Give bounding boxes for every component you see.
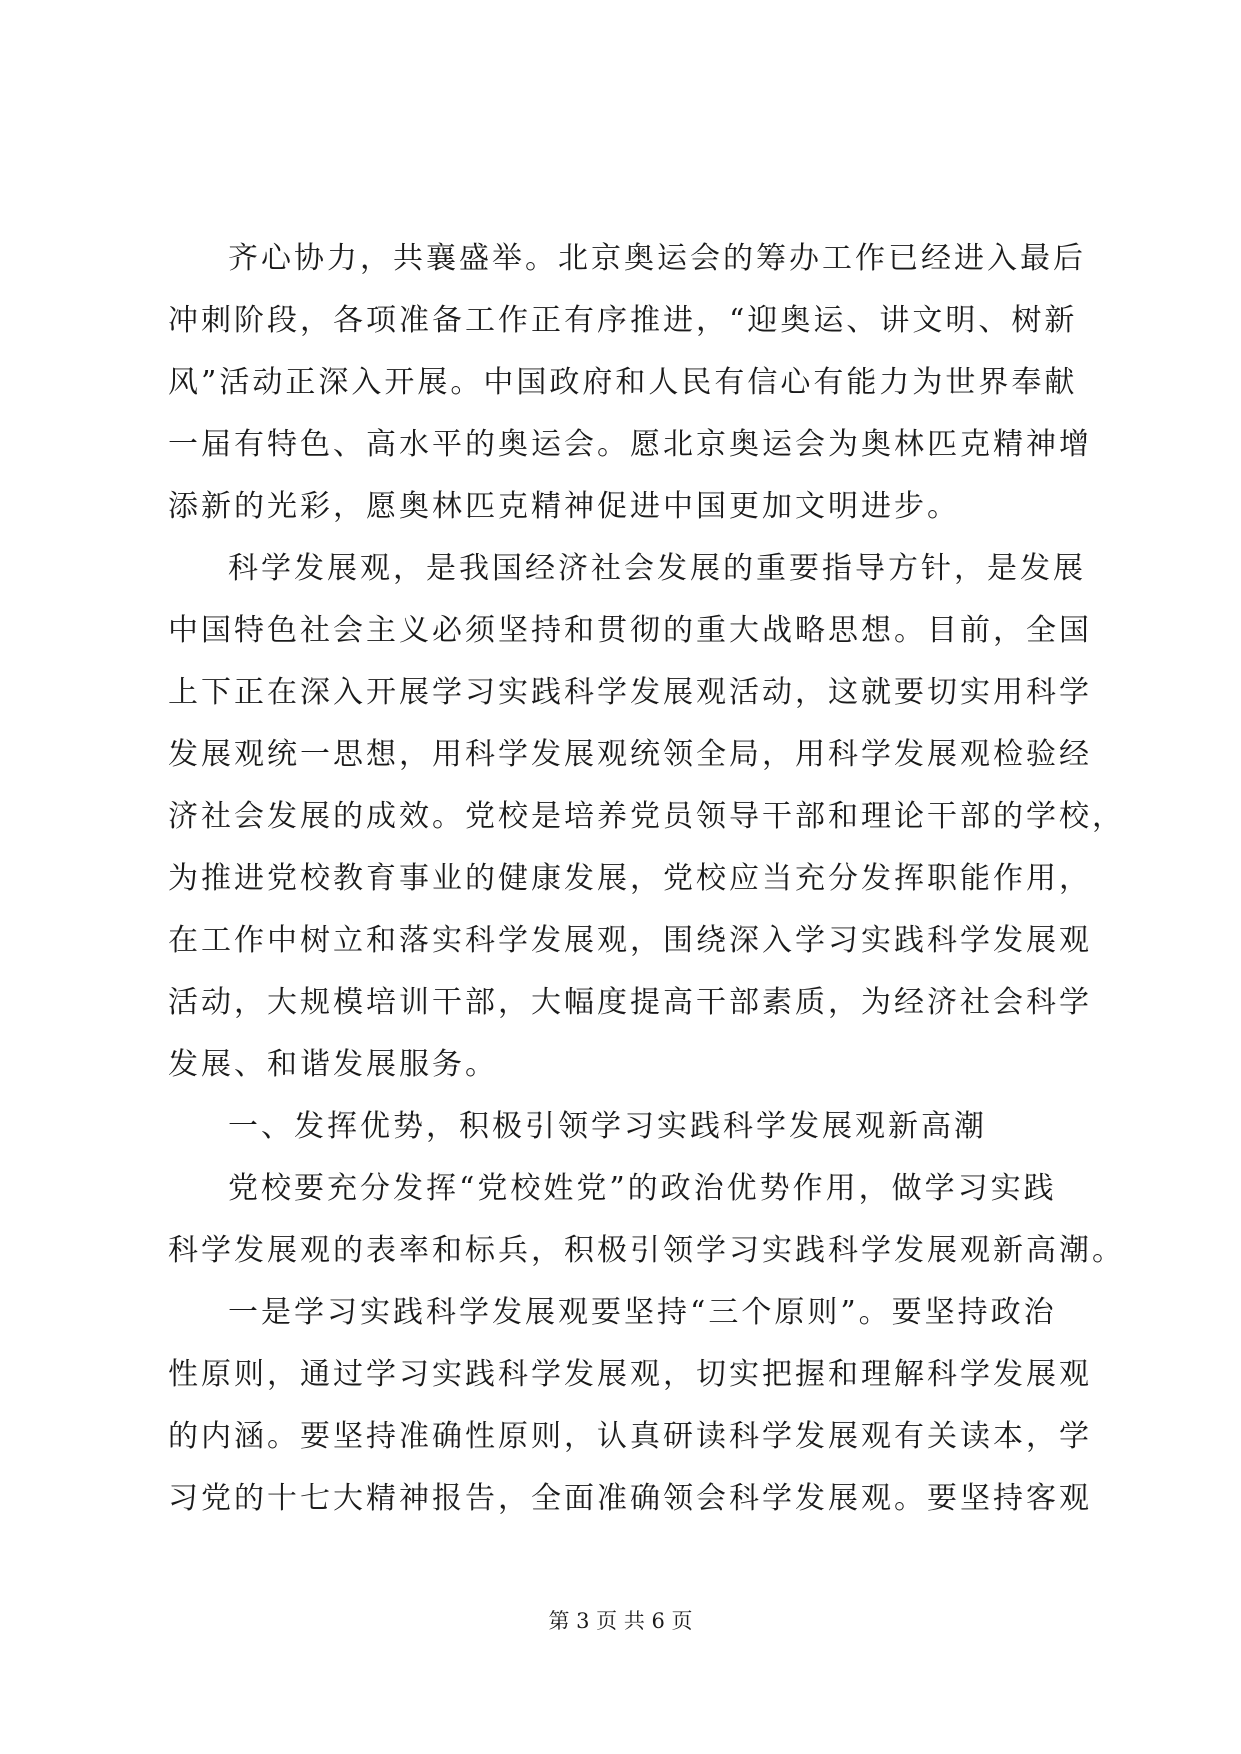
page-number-indicator: 第 3 页 共 6 页	[548, 1609, 693, 1633]
text-line: 中国特色社会主义必须坚持和贯彻的重大战略思想。目前，全国	[168, 613, 1092, 648]
paragraph	[168, 228, 1092, 538]
text-line: 的内涵。要坚持准确性原则，认真研读科学发展观有关读本，学	[168, 1419, 1092, 1454]
text-line: 习党的十七大精神报告，全面准确领会科学发展观。要坚持客观	[168, 1481, 1092, 1516]
text-line: 济社会发展的成效。党校是培养党员领导干部和理论干部的学校，	[168, 799, 1125, 834]
text-line: 发展观统一思想，用科学发展观统领全局，用科学发展观检验经	[168, 737, 1092, 772]
text-line: 上下正在深入开展学习实践科学发展观活动，这就要切实用科学	[168, 675, 1092, 710]
text-line: 性原则，通过学习实践科学发展观，切实把握和理解科学发展观	[168, 1357, 1092, 1392]
text-line: 齐心协力，共襄盛举。北京奥运会的筹办工作已经进入最后	[228, 241, 1086, 276]
text-line: 为推进党校教育事业的健康发展，党校应当充分发挥职能作用，	[168, 861, 1092, 896]
text-line: 发展、和谐发展服务。	[168, 1047, 498, 1082]
text-line: 科学发展观，是我国经济社会发展的重要指导方针，是发展	[228, 551, 1086, 586]
text-line: 一、发挥优势，积极引领学习实践科学发展观新高潮	[228, 1109, 987, 1144]
paragraph	[168, 538, 1125, 1096]
text-line: 党校要充分发挥“党校姓党”的政治优势作用，做学习实践	[228, 1171, 1057, 1206]
document-body	[168, 228, 1125, 1530]
text-line: 添新的光彩，愿奥林匹克精神促进中国更加文明进步。	[168, 489, 960, 524]
paragraph	[168, 1282, 1092, 1530]
text-line: 在工作中树立和落实科学发展观，围绕深入学习实践科学发展观	[168, 923, 1092, 958]
text-line: 活动，大规模培训干部，大幅度提高干部素质，为经济社会科学	[168, 985, 1092, 1020]
page-footer	[0, 1606, 1241, 1636]
paragraph	[168, 1158, 1125, 1282]
text-line: 科学发展观的表率和标兵，积极引领学习实践科学发展观新高潮。	[168, 1233, 1125, 1268]
text-line: 冲刺阶段，各项准备工作正有序推进，“迎奥运、讲文明、树新	[168, 303, 1078, 338]
text-line: 一是学习实践科学发展观要坚持“三个原则”。要坚持政治	[228, 1295, 1057, 1330]
paragraph	[168, 1096, 1083, 1158]
text-line: 一届有特色、高水平的奥运会。愿北京奥运会为奥林匹克精神增	[168, 427, 1092, 462]
text-line: 风”活动正深入开展。中国政府和人民有信心有能力为世界奉献	[168, 365, 1078, 400]
